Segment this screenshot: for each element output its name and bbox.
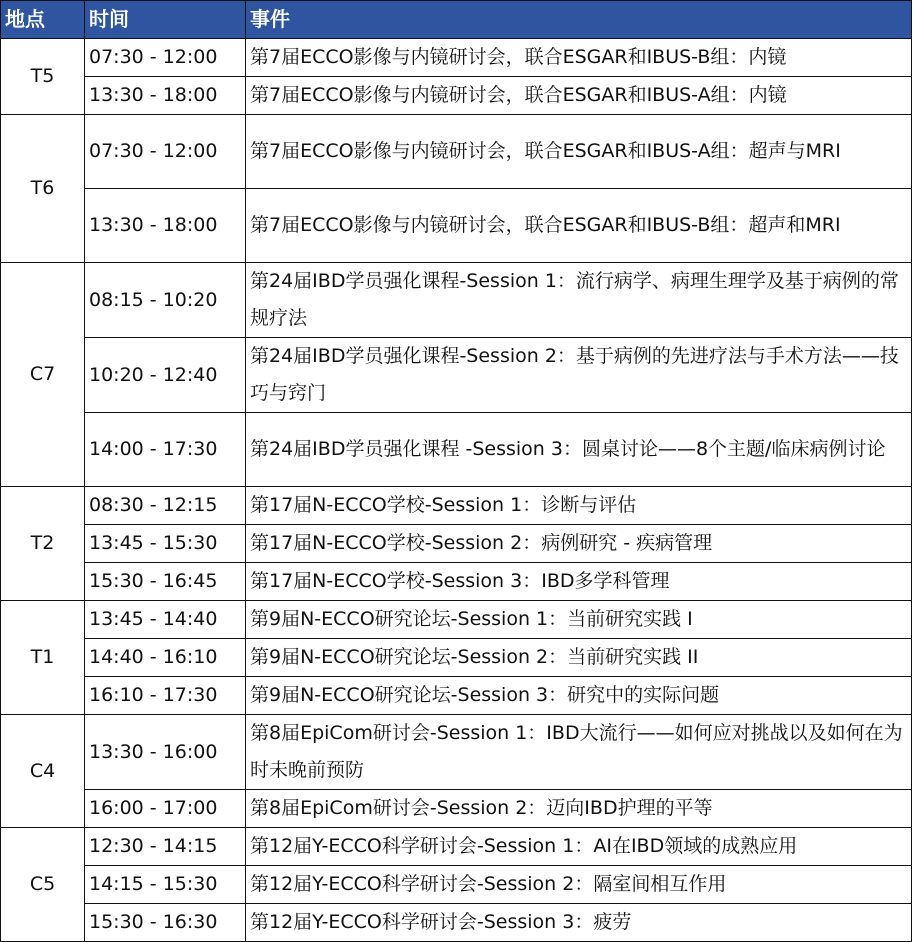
table-row <box>1 77 912 115</box>
table-row <box>1 413 912 487</box>
header-location: 地点 <box>1 1 85 39</box>
table-row <box>1 866 912 904</box>
event-cell: 第9届N-ECCO研究论坛-Session 2：当前研究实践 II <box>246 639 912 677</box>
event-cell: 第8届EpiCom研讨会-Session 1：IBD大流行——如何应对挑战以及如何在为时未晚前预防 <box>246 715 912 790</box>
time-cell: 07:30 - 12:00 <box>85 115 246 189</box>
time-cell: 14:00 - 17:30 <box>85 413 246 487</box>
table-row <box>1 487 912 525</box>
table-row <box>1 790 912 828</box>
time-cell: 10:20 - 12:40 <box>85 338 246 413</box>
event-cell: 第12届Y-ECCO科学研讨会-Session 1：AI在IBD领域的成熟应用 <box>246 828 912 866</box>
table-row <box>1 677 912 715</box>
time-cell: 08:30 - 12:15 <box>85 487 246 525</box>
table-row <box>1 563 912 601</box>
event-cell: 第12届Y-ECCO科学研讨会-Session 3：疲劳 <box>246 904 912 942</box>
event-cell: 第17届N-ECCO学校-Session 2：病例研究 - 疾病管理 <box>246 525 912 563</box>
location-cell: T2 <box>1 487 85 601</box>
location-cell: C4 <box>1 715 85 828</box>
event-cell: 第7届ECCO影像与内镜研讨会，联合ESGAR和IBUS-A组：内镜 <box>246 77 912 115</box>
table-row <box>1 904 912 942</box>
header-event: 事件 <box>246 1 912 39</box>
time-cell: 16:00 - 17:00 <box>85 790 246 828</box>
table-row <box>1 715 912 790</box>
time-cell: 13:45 - 14:40 <box>85 601 246 639</box>
time-cell: 15:30 - 16:30 <box>85 904 246 942</box>
event-cell: 第7届ECCO影像与内镜研讨会，联合ESGAR和IBUS-B组：内镜 <box>246 39 912 77</box>
time-cell: 08:15 - 10:20 <box>85 263 246 338</box>
time-cell: 16:10 - 17:30 <box>85 677 246 715</box>
header-time: 时间 <box>85 1 246 39</box>
time-cell: 13:30 - 18:00 <box>85 189 246 263</box>
event-cell: 第8届EpiCom研讨会-Session 2：迈向IBD护理的平等 <box>246 790 912 828</box>
event-cell: 第7届ECCO影像与内镜研讨会，联合ESGAR和IBUS-A组：超声与MRI <box>246 115 912 189</box>
location-cell: C7 <box>1 263 85 487</box>
location-cell: C5 <box>1 828 85 942</box>
event-cell: 第24届IBD学员强化课程 -Session 3：圆桌讨论——8个主题/临床病例讨论 <box>246 413 912 487</box>
time-cell: 14:15 - 15:30 <box>85 866 246 904</box>
table-row <box>1 828 912 866</box>
time-cell: 13:45 - 15:30 <box>85 525 246 563</box>
location-cell: T1 <box>1 601 85 715</box>
table-row <box>1 601 912 639</box>
time-cell: 14:40 - 16:10 <box>85 639 246 677</box>
location-cell: T6 <box>1 115 85 263</box>
event-cell: 第24届IBD学员强化课程-Session 1：流行病学、病理生理学及基于病例的常规疗法 <box>246 263 912 338</box>
location-cell: T5 <box>1 39 85 115</box>
time-cell: 13:30 - 16:00 <box>85 715 246 790</box>
table-row <box>1 338 912 413</box>
table-row <box>1 263 912 338</box>
table-row <box>1 525 912 563</box>
time-cell: 15:30 - 16:45 <box>85 563 246 601</box>
event-cell: 第12届Y-ECCO科学研讨会-Session 2：隔室间相互作用 <box>246 866 912 904</box>
time-cell: 07:30 - 12:00 <box>85 39 246 77</box>
event-cell: 第9届N-ECCO研究论坛-Session 3：研究中的实际问题 <box>246 677 912 715</box>
table-row <box>1 189 912 263</box>
time-cell: 13:30 - 18:00 <box>85 77 246 115</box>
table-row <box>1 115 912 189</box>
event-cell: 第17届N-ECCO学校-Session 1：诊断与评估 <box>246 487 912 525</box>
event-cell: 第7届ECCO影像与内镜研讨会，联合ESGAR和IBUS-B组：超声和MRI <box>246 189 912 263</box>
event-cell: 第24届IBD学员强化课程-Session 2：基于病例的先进疗法与手术方法——技巧与窍门 <box>246 338 912 413</box>
event-cell: 第9届N-ECCO研究论坛-Session 1：当前研究实践 I <box>246 601 912 639</box>
event-cell: 第17届N-ECCO学校-Session 3：IBD多学科管理 <box>246 563 912 601</box>
table-row <box>1 639 912 677</box>
table-row <box>1 39 912 77</box>
time-cell: 12:30 - 14:15 <box>85 828 246 866</box>
